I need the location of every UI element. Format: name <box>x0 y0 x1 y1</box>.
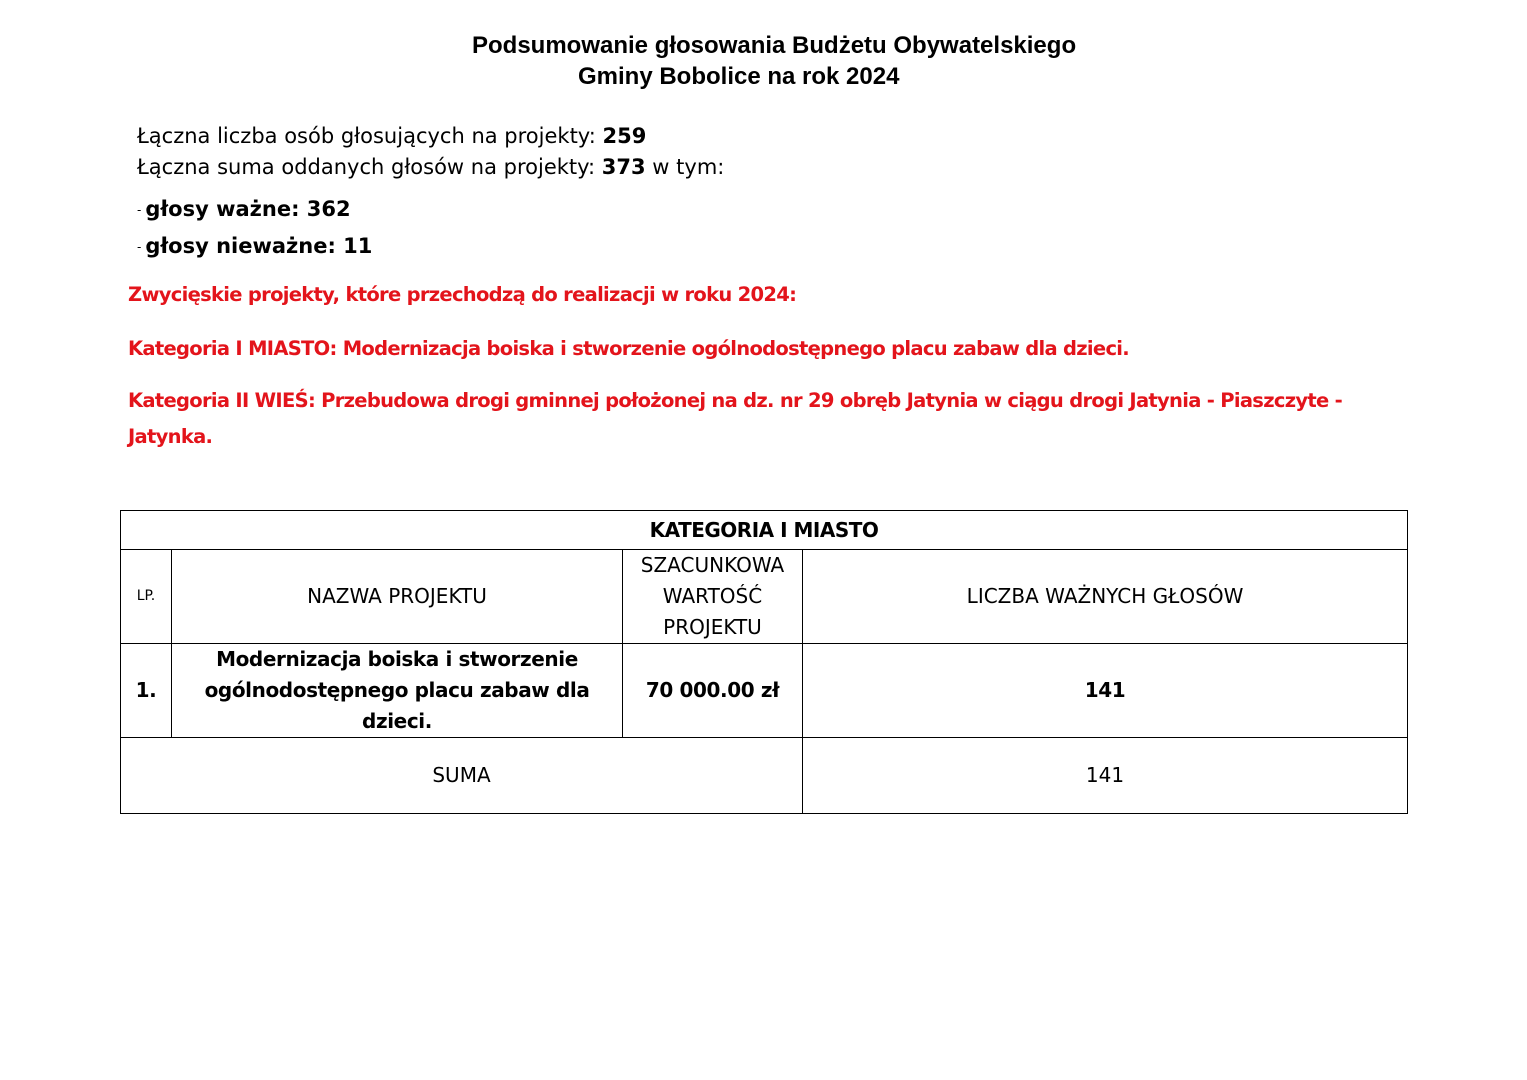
row-estimated-value: 70 000.00 zł <box>623 644 803 738</box>
voters-label: Łączna liczba osób głosujących na projekty: <box>137 124 603 148</box>
table-row <box>121 644 1408 738</box>
invalid-votes-line <box>137 234 372 258</box>
title-line-1: Podsumowanie głosowania Budżetu Obywatelskiego <box>472 32 1077 59</box>
title-line-2: Gminy Bobolice na rok 2024 <box>578 63 900 90</box>
winner-category-1: Kategoria I MIASTO: Modernizacja boiska i stworzenie ogólnodostępnego placu zabaw dla dzieci. <box>128 337 1129 360</box>
header-project-name: NAZWA PROJEKTU <box>172 550 623 644</box>
valid-votes-label: głosy ważne: 362 <box>145 197 351 221</box>
bullet-dash: - <box>137 203 142 217</box>
row-lp: 1. <box>121 644 172 738</box>
row-valid-votes: 141 <box>803 644 1408 738</box>
voters-value: 259 <box>602 124 647 148</box>
votes-value: 373 <box>601 155 646 179</box>
sum-label: SUMA <box>121 738 803 814</box>
winner-category-2-line-1: Kategoria II WIEŚ: Przebudowa drogi gminnej położonej na dz. nr 29 obręb Jatynia w ciągu drogi Jatynia - Piaszczyte - <box>128 389 1342 412</box>
bullet-dash: - <box>137 240 142 254</box>
table-header-row <box>121 550 1408 644</box>
header-lp: LP. <box>121 550 172 644</box>
table-category-row <box>121 511 1408 550</box>
votes-suffix: w tym: <box>645 155 725 179</box>
votes-count-line <box>137 155 724 179</box>
category-title: KATEGORIA I MIASTO <box>121 511 1408 550</box>
invalid-votes-label: głosy nieważne: 11 <box>145 234 373 258</box>
header-estimated-value: SZACUNKOWA WARTOŚĆ PROJEKTU <box>623 550 803 644</box>
votes-label: Łączna suma oddanych głosów na projekty: <box>137 155 602 179</box>
results-table <box>120 510 1408 814</box>
winner-category-2-line-2: Jatynka. <box>128 425 213 448</box>
voters-count-line <box>137 124 646 148</box>
valid-votes-line <box>137 197 351 221</box>
row-project-name: Modernizacja boiska i stworzenie ogólnodostępnego placu zabaw dla dzieci. <box>172 644 623 738</box>
table-sum-row <box>121 738 1408 814</box>
winners-heading: Zwycięskie projekty, które przechodzą do realizacji w roku 2024: <box>128 283 797 306</box>
sum-value: 141 <box>803 738 1408 814</box>
header-valid-votes: LICZBA WAŻNYCH GŁOSÓW <box>803 550 1408 644</box>
